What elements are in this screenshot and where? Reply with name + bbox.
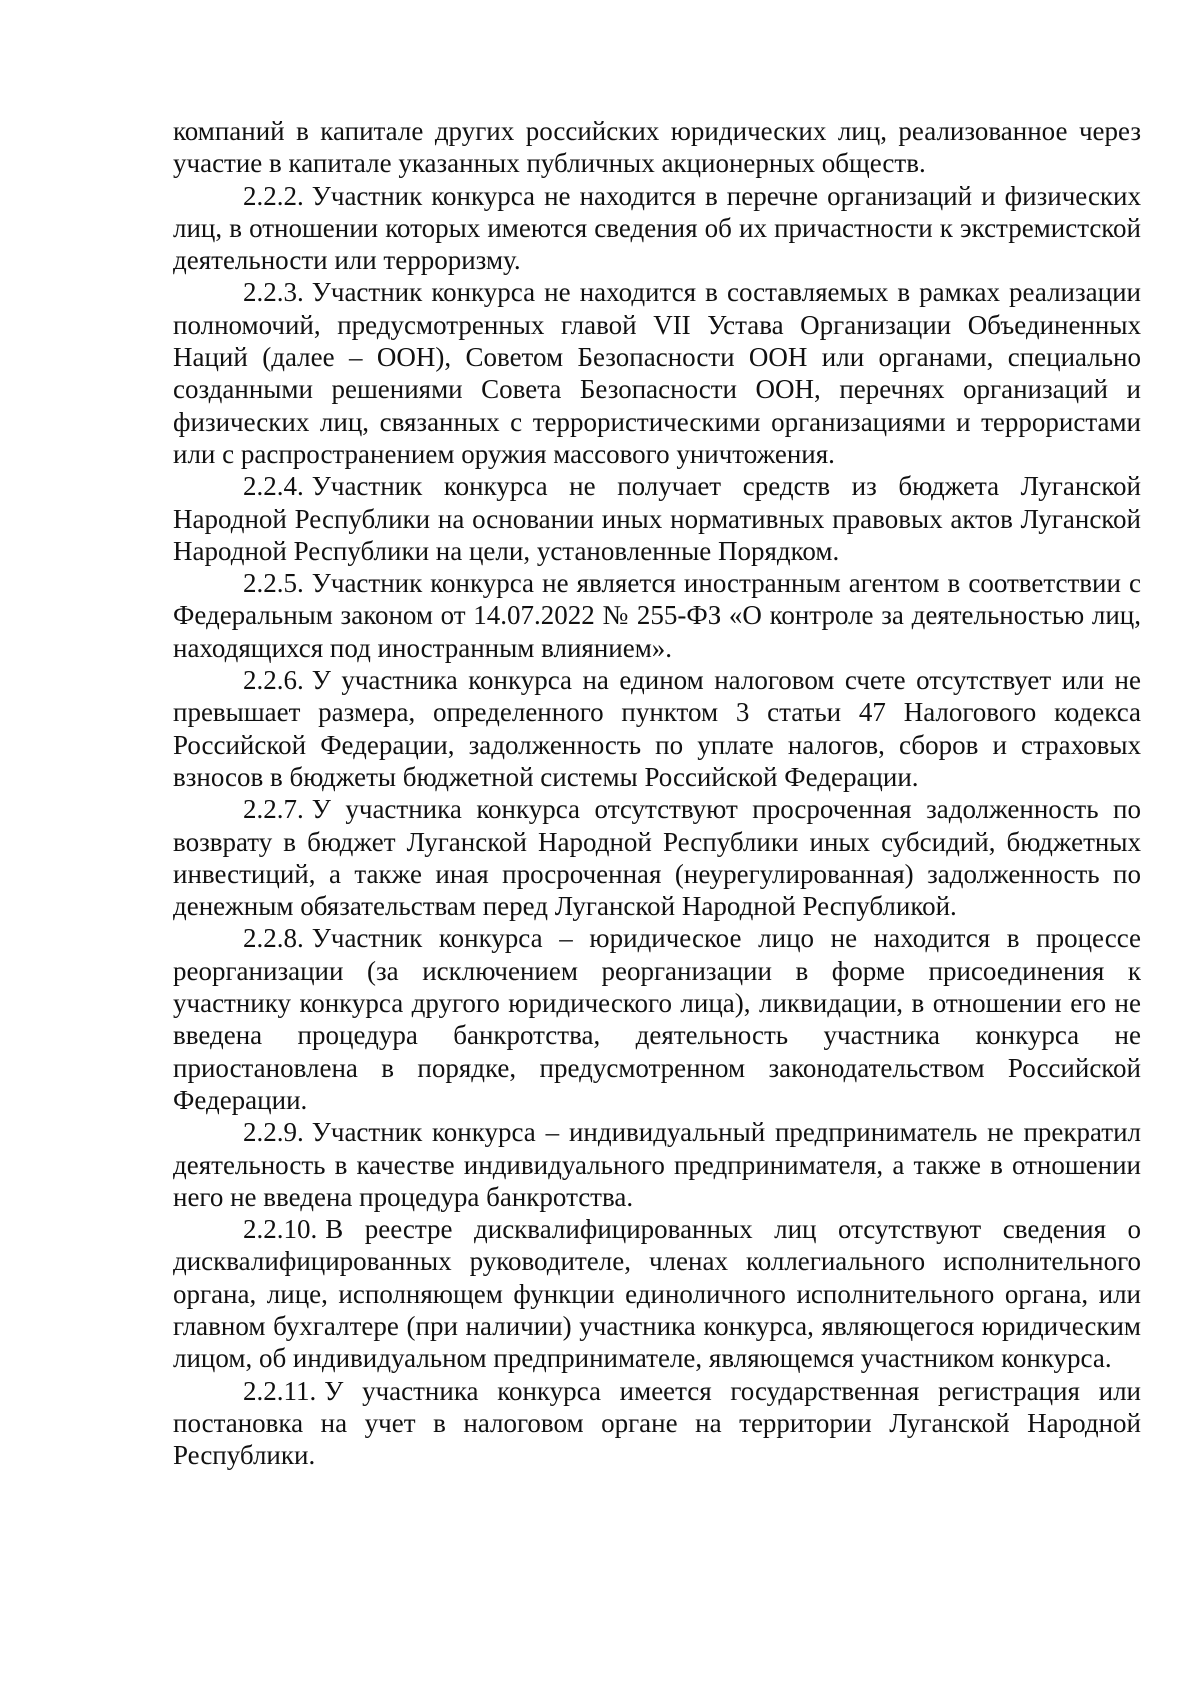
clause-2-2-6 [173, 664, 1141, 793]
clause-text: Участник конкурса – индивидуальный предприниматель не прекратил деятельность в качестве индивидуального предпринимателя, а также в отношении него не введена процедура банкротства. [173, 1117, 1141, 1212]
clause-text: Участник конкурса не является иностранным агентом в соответствии с Федеральным законом от 14.07.2022 № 255-ФЗ «О контроле за деятельностью лиц, находящихся под иностранным влиянием». [173, 568, 1141, 663]
clause-number: 2.2.2. [243, 180, 304, 211]
clause-text: У участника конкурса на едином налоговом счете отсутствует или не превышает размера, определенного пунктом 3 статьи 47 Налогового кодекса Российской Федерации, задолженность по уплате налогов, сборов и страховых взносов в бюджеты бюджетной системы Российской Федерации. [173, 665, 1141, 792]
clause-2-2-5 [173, 567, 1141, 664]
paragraph-text: компаний в капитале других российских юридических лиц, реализованное через участие в капитале указанных публичных акционерных обществ. [173, 116, 1141, 179]
clause-2-2-10 [173, 1213, 1141, 1374]
clause-text: В реестре дисквалифицированных лиц отсутствуют сведения о дисквалифицированных руководителе, членах коллегиального исполнительного органа, лице, исполняющем функции единоличного исполнительного органа, или главном бухгалтере (при наличии) участника конкурса, являющегося юридическим лицом, об индивидуальном предпринимателе, являющемся участником конкурса. [173, 1214, 1141, 1374]
paragraph-continuation [173, 115, 1141, 180]
clause-2-2-7 [173, 793, 1141, 922]
clause-number: 2.2.4. [243, 471, 304, 502]
clause-text: Участник конкурса не находится в перечне организаций и физических лиц, в отношении которых имеются сведения об их причастности к экстремистской деятельности или терроризму. [173, 180, 1141, 276]
clause-number: 2.2.10. [243, 1214, 318, 1245]
clause-number: 2.2.6. [243, 665, 304, 696]
clause-2-2-8 [173, 922, 1141, 1116]
clause-number: 2.2.9. [243, 1117, 304, 1148]
clause-2-2-3 [173, 276, 1141, 470]
clause-2-2-4 [173, 470, 1141, 567]
document-body [173, 115, 1141, 1471]
clause-text: У участника конкурса имеется государственная регистрация или постановка на учет в налоговом органе на территории Луганской Народной Республики. [173, 1375, 1141, 1471]
clause-2-2-9 [173, 1116, 1141, 1213]
clause-text: У участника конкурса отсутствуют просроченная задолженность по возврату в бюджет Луганской Народной Республики иных субсидий, бюджетных инвестиций, а также иная просроченная (неурегулированная) задолженность по денежным обязательствам перед Луганской Народной Республикой. [173, 794, 1141, 922]
clause-number: 2.2.3. [243, 277, 304, 308]
clause-text: Участник конкурса не получает средств из бюджета Луганской Народной Республики на основании иных нормативных правовых актов Луганской Народной Республики на цели, установленные Порядком. [173, 471, 1141, 566]
clause-number: 2.2.8. [243, 923, 304, 954]
clause-text: Участник конкурса – юридическое лицо не находится в процессе реорганизации (за исключением реорганизации в форме присоединения к участнику конкурса другого юридического лица), ликвидации, в отношении его не введена процедура банкротства, деятельность участника конкурса не приостановлена в порядке, предусмотренном законодательством Российской Федерации. [173, 923, 1141, 1115]
clause-number: 2.2.7. [243, 794, 304, 825]
clause-text: Участник конкурса не находится в составляемых в рамках реализации полномочий, предусмотренных главой VII Устава Организации Объединенных Наций (далее – ООН), Советом Безопасности ООН или органами, специально созданными решениями Совета Безопасности ООН, перечнях организаций и физических лиц, связанных с террористическими организациями и террористами или с распространением оружия массового уничтожения. [173, 277, 1141, 469]
clause-2-2-2 [173, 180, 1141, 277]
clause-2-2-11 [173, 1375, 1141, 1472]
clause-number: 2.2.5. [243, 568, 304, 599]
clause-number: 2.2.11. [243, 1375, 317, 1406]
